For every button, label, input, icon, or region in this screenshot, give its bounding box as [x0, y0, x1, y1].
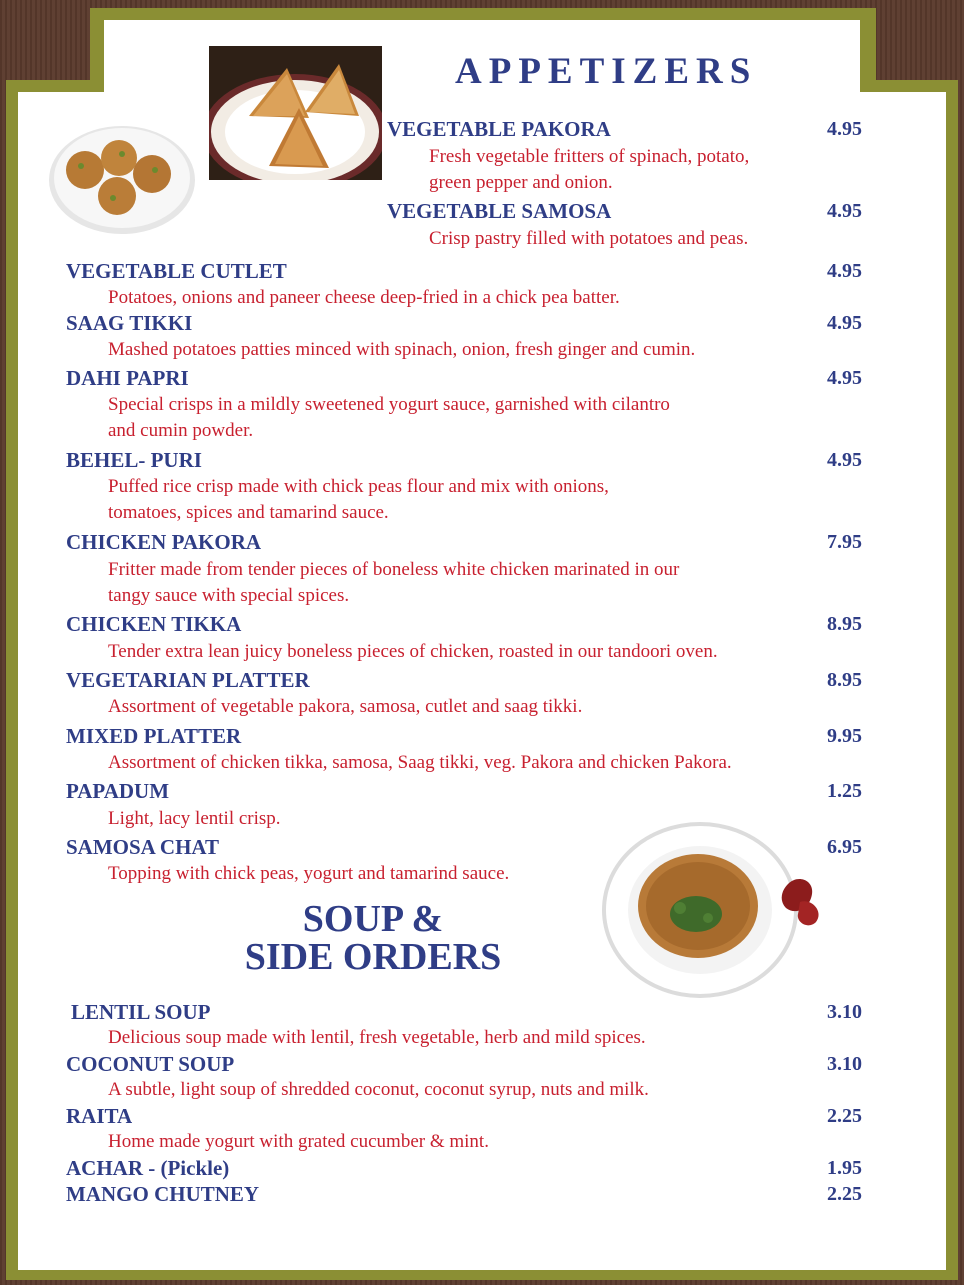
menu-item-name: COCONUT SOUP: [66, 1052, 235, 1076]
menu-item-name: MANGO CHUTNEY: [66, 1182, 260, 1206]
menu-item-price: 3.10: [827, 1053, 862, 1075]
menu-item-name: VEGETABLE SAMOSA: [387, 199, 612, 223]
menu-item-description: Special crisps in a mildly sweetened yogurt sauce, garnished with cilantro and cumin powder.: [108, 394, 670, 441]
menu-item-description: Delicious soup made with lentil, fresh vegetable, herb and mild spices.: [108, 1027, 646, 1048]
menu-item-description: Puffed rice crisp made with chick peas flour and mix with onions, tomatoes, spices and tamarind sauce.: [108, 476, 609, 523]
menu-item-price: 4.95: [827, 200, 862, 222]
menu-item-price: 9.95: [827, 725, 862, 747]
menu-item-price: 4.95: [827, 449, 862, 471]
menu-item-name: CHICKEN PAKORA: [66, 530, 262, 554]
menu-item-name: MIXED PLATTER: [66, 724, 242, 748]
menu-item-price: 4.95: [827, 118, 862, 140]
menu-item-description: Fresh vegetable fritters of spinach, potato, green pepper and onion.: [429, 146, 750, 193]
menu-item-price: 4.95: [827, 312, 862, 334]
menu-item-price: 8.95: [827, 613, 862, 635]
menu-item-price: 3.10: [827, 1001, 862, 1023]
menu-item-name: RAITA: [66, 1104, 133, 1128]
menu-item-price: 4.95: [827, 367, 862, 389]
menu-item-price: 6.95: [827, 836, 862, 858]
menu-item-price: 4.95: [827, 260, 862, 282]
menu-item-name: VEGETARIAN PLATTER: [66, 668, 310, 692]
menu-item-name: VEGETABLE PAKORA: [387, 117, 611, 141]
appetizers-heading: APPETIZERS: [455, 51, 758, 92]
menu-item-description: Light, lacy lentil crisp.: [108, 808, 281, 829]
samosa-chat-photo: [600, 818, 832, 1003]
menu-item-name: LENTIL SOUP: [71, 1000, 211, 1024]
menu-item-price: 8.95: [827, 669, 862, 691]
cutlet-photo: [47, 118, 197, 236]
menu-item-description: Crisp pastry filled with potatoes and peas.: [429, 228, 749, 249]
menu-item-name: ACHAR - (Pickle): [66, 1156, 230, 1180]
menu-item-description: Tender extra lean juicy boneless pieces of chicken, roasted in our tandoori oven.: [108, 641, 718, 662]
menu-item-name: DAHI PAPRI: [66, 366, 189, 390]
menu-item-name: BEHEL- PURI: [66, 448, 202, 472]
menu-item-price: 2.25: [827, 1183, 862, 1205]
menu-item-description: Mashed potatoes patties minced with spinach, onion, fresh ginger and cumin.: [108, 339, 696, 360]
menu-item-description: A subtle, light soup of shredded coconut, coconut syrup, nuts and milk.: [108, 1079, 649, 1100]
menu-item-price: 1.25: [827, 780, 862, 802]
menu-item-description: Topping with chick peas, yogurt and tamarind sauce.: [108, 863, 510, 884]
menu-item-name: CHICKEN TIKKA: [66, 612, 242, 636]
menu-item-name: VEGETABLE CUTLET: [66, 259, 287, 283]
menu-item-price: 1.95: [827, 1157, 862, 1179]
menu-item-description: Fritter made from tender pieces of boneless white chicken marinated in our tangy sauce with special spices.: [108, 559, 680, 606]
menu-item-name: SAAG TIKKI: [66, 311, 193, 335]
menu-item-description: Assortment of chicken tikka, samosa, Saag tikki, veg. Pakora and chicken Pakora.: [108, 752, 732, 773]
menu-item-description: Potatoes, onions and paneer cheese deep-fried in a chick pea batter.: [108, 287, 620, 308]
menu-item-price: 7.95: [827, 531, 862, 553]
menu-item-description: Assortment of vegetable pakora, samosa, cutlet and saag tikki.: [108, 696, 583, 717]
menu-item-name: PAPADUM: [66, 779, 170, 803]
samosa-photo: [209, 46, 382, 180]
menu-item-description: Home made yogurt with grated cucumber & mint.: [108, 1131, 489, 1152]
menu-item-price: 2.25: [827, 1105, 862, 1127]
menu-item-name: SAMOSA CHAT: [66, 835, 220, 859]
soup-side-orders-heading: SOUP & SIDE ORDERS: [244, 898, 502, 978]
